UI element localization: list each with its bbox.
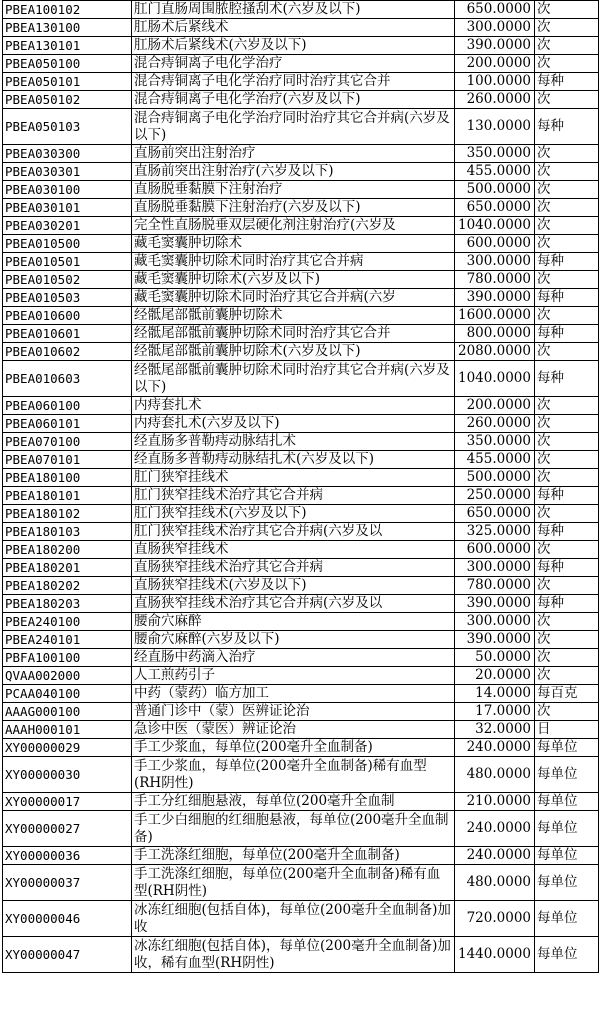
item-name-cell: 混合痔铜离子电化学治疗同时治疗其它合并病(六岁及以下) xyxy=(132,109,455,145)
item-name-cell: 人工煎药引子 xyxy=(132,667,455,685)
item-unit-cell: 次 xyxy=(535,181,599,199)
item-unit-cell: 每单位 xyxy=(535,901,599,937)
item-code-cell: XY00000036 xyxy=(3,847,132,865)
item-price-cell: 1040.0000 xyxy=(455,217,535,235)
table-row xyxy=(3,37,599,55)
item-unit-cell: 次 xyxy=(535,649,599,667)
table-row xyxy=(3,631,599,649)
table-row xyxy=(3,325,599,343)
item-name-cell: 完全性直肠脱垂双层硬化剂注射治疗(六岁及 xyxy=(132,217,455,235)
table-row xyxy=(3,397,599,415)
item-code-cell: PBEA030100 xyxy=(3,181,132,199)
item-price-cell: 100.0000 xyxy=(455,73,535,91)
item-price-cell: 455.0000 xyxy=(455,163,535,181)
table-row xyxy=(3,73,599,91)
item-price-cell: 17.0000 xyxy=(455,703,535,721)
item-code-cell: PBEA010503 xyxy=(3,289,132,307)
item-code-cell: PBFA100100 xyxy=(3,649,132,667)
item-name-cell: 直肠狭窄挂线术 xyxy=(132,541,455,559)
item-name-cell: 手工少浆血，每单位(200毫升全血制备)稀有血型(RH阴性) xyxy=(132,757,455,793)
item-unit-cell: 每种 xyxy=(535,109,599,145)
item-name-cell: 经骶尾部骶前囊肿切除术同时治疗其它合并病(六岁及以下) xyxy=(132,361,455,397)
item-name-cell: 直肠狭窄挂线术治疗其它合并病 xyxy=(132,559,455,577)
item-code-cell: PBEA050103 xyxy=(3,109,132,145)
item-unit-cell: 每种 xyxy=(535,559,599,577)
item-price-cell: 800.0000 xyxy=(455,325,535,343)
table-row xyxy=(3,235,599,253)
item-price-cell: 260.0000 xyxy=(455,91,535,109)
item-price-cell: 32.0000 xyxy=(455,721,535,739)
item-price-cell: 300.0000 xyxy=(455,253,535,271)
item-code-cell: PBEA070101 xyxy=(3,451,132,469)
table-row xyxy=(3,487,599,505)
table-row xyxy=(3,577,599,595)
table-row xyxy=(3,541,599,559)
item-name-cell: 肛肠术后紧线术 xyxy=(132,19,455,37)
item-price-cell: 210.0000 xyxy=(455,793,535,811)
item-price-cell: 1600.0000 xyxy=(455,307,535,325)
table-row xyxy=(3,145,599,163)
item-unit-cell: 每种 xyxy=(535,73,599,91)
item-unit-cell: 次 xyxy=(535,199,599,217)
item-name-cell: 内痔套扎术 xyxy=(132,397,455,415)
item-unit-cell: 次 xyxy=(535,613,599,631)
item-name-cell: 腰俞穴麻醉 xyxy=(132,613,455,631)
item-unit-cell: 每种 xyxy=(535,289,599,307)
item-code-cell: PBEA010501 xyxy=(3,253,132,271)
item-name-cell: 经直肠多普勒痔动脉结扎术 xyxy=(132,433,455,451)
item-price-cell: 300.0000 xyxy=(455,559,535,577)
item-unit-cell: 次 xyxy=(535,37,599,55)
item-name-cell: 藏毛窦囊肿切除术同时治疗其它合并病(六岁 xyxy=(132,289,455,307)
item-price-cell: 720.0000 xyxy=(455,901,535,937)
table-row xyxy=(3,109,599,145)
item-code-cell: PBEA010502 xyxy=(3,271,132,289)
item-price-cell: 500.0000 xyxy=(455,181,535,199)
item-code-cell: XY00000017 xyxy=(3,793,132,811)
item-name-cell: 藏毛窦囊肿切除术 xyxy=(132,235,455,253)
item-code-cell: PBEA010600 xyxy=(3,307,132,325)
table-row xyxy=(3,217,599,235)
item-code-cell: PBEA180201 xyxy=(3,559,132,577)
item-price-cell: 650.0000 xyxy=(455,505,535,523)
item-unit-cell: 每百克 xyxy=(535,685,599,703)
item-name-cell: 藏毛窦囊肿切除术(六岁及以下) xyxy=(132,271,455,289)
table-body xyxy=(3,1,599,973)
table-row xyxy=(3,667,599,685)
item-code-cell: PBEA130100 xyxy=(3,19,132,37)
item-unit-cell: 次 xyxy=(535,55,599,73)
item-code-cell: QVAA002000 xyxy=(3,667,132,685)
item-price-cell: 1040.0000 xyxy=(455,361,535,397)
item-price-cell: 260.0000 xyxy=(455,415,535,433)
table-row xyxy=(3,649,599,667)
table-row xyxy=(3,271,599,289)
item-code-cell: PBEA180103 xyxy=(3,523,132,541)
item-unit-cell: 次 xyxy=(535,541,599,559)
item-code-cell: PBEA060100 xyxy=(3,397,132,415)
item-name-cell: 手工少浆血，每单位(200毫升全血制备) xyxy=(132,739,455,757)
item-unit-cell: 次 xyxy=(535,145,599,163)
item-code-cell: PBEA030201 xyxy=(3,217,132,235)
item-code-cell: PBEA180200 xyxy=(3,541,132,559)
table-row xyxy=(3,343,599,361)
table-row xyxy=(3,307,599,325)
item-code-cell: PBEA180100 xyxy=(3,469,132,487)
item-unit-cell: 每种 xyxy=(535,325,599,343)
item-name-cell: 经骶尾部骶前囊肿切除术(六岁及以下) xyxy=(132,343,455,361)
item-unit-cell: 次 xyxy=(535,91,599,109)
item-name-cell: 混合痔铜离子电化学治疗 xyxy=(132,55,455,73)
item-price-cell: 14.0000 xyxy=(455,685,535,703)
item-code-cell: XY00000030 xyxy=(3,757,132,793)
item-price-cell: 650.0000 xyxy=(455,1,535,19)
item-name-cell: 中药（蒙药）临方加工 xyxy=(132,685,455,703)
item-name-cell: 手工洗涤红细胞，每单位(200毫升全血制备)稀有血型(RH阴性) xyxy=(132,865,455,901)
item-price-cell: 390.0000 xyxy=(455,595,535,613)
item-code-cell: AAAH000101 xyxy=(3,721,132,739)
table-row xyxy=(3,55,599,73)
item-unit-cell: 次 xyxy=(535,415,599,433)
item-name-cell: 肛门狭窄挂线术治疗其它合并病 xyxy=(132,487,455,505)
item-name-cell: 经骶尾部骶前囊肿切除术 xyxy=(132,307,455,325)
item-code-cell: PBEA050102 xyxy=(3,91,132,109)
item-price-cell: 600.0000 xyxy=(455,235,535,253)
item-unit-cell: 每单位 xyxy=(535,793,599,811)
item-unit-cell: 每种 xyxy=(535,253,599,271)
item-price-cell: 480.0000 xyxy=(455,757,535,793)
item-name-cell: 混合痔铜离子电化学治疗同时治疗其它合并 xyxy=(132,73,455,91)
table-row xyxy=(3,865,599,901)
item-unit-cell: 次 xyxy=(535,217,599,235)
item-code-cell: PBEA030301 xyxy=(3,163,132,181)
item-code-cell: XY00000027 xyxy=(3,811,132,847)
item-price-cell: 300.0000 xyxy=(455,19,535,37)
item-price-cell: 250.0000 xyxy=(455,487,535,505)
item-price-cell: 50.0000 xyxy=(455,649,535,667)
table-row xyxy=(3,937,599,973)
item-unit-cell: 次 xyxy=(535,1,599,19)
item-unit-cell: 日 xyxy=(535,721,599,739)
item-price-cell: 480.0000 xyxy=(455,865,535,901)
table-row xyxy=(3,361,599,397)
item-name-cell: 经骶尾部骶前囊肿切除术同时治疗其它合并 xyxy=(132,325,455,343)
item-price-cell: 130.0000 xyxy=(455,109,535,145)
item-code-cell: PBEA050101 xyxy=(3,73,132,91)
table-row xyxy=(3,19,599,37)
item-name-cell: 藏毛窦囊肿切除术同时治疗其它合并病 xyxy=(132,253,455,271)
item-code-cell: PBEA240100 xyxy=(3,613,132,631)
item-price-cell: 780.0000 xyxy=(455,577,535,595)
item-code-cell: PBEA070100 xyxy=(3,433,132,451)
table-row xyxy=(3,451,599,469)
item-name-cell: 急诊中医（蒙医）辨证论治 xyxy=(132,721,455,739)
item-name-cell: 肛门狭窄挂线术(六岁及以下) xyxy=(132,505,455,523)
item-name-cell: 手工少白细胞的红细胞悬液，每单位(200毫升全血制备) xyxy=(132,811,455,847)
item-name-cell: 肛门狭窄挂线术 xyxy=(132,469,455,487)
table-row xyxy=(3,433,599,451)
item-code-cell: PBEA130101 xyxy=(3,37,132,55)
item-name-cell: 普通门诊中（蒙）医辨证论治 xyxy=(132,703,455,721)
item-name-cell: 直肠前突出注射治疗 xyxy=(132,145,455,163)
item-price-cell: 240.0000 xyxy=(455,847,535,865)
item-code-cell: PBEA100102 xyxy=(3,1,132,19)
item-unit-cell: 次 xyxy=(535,469,599,487)
table-row xyxy=(3,469,599,487)
item-unit-cell: 次 xyxy=(535,397,599,415)
item-code-cell: PBEA010603 xyxy=(3,361,132,397)
item-code-cell: PBEA030101 xyxy=(3,199,132,217)
item-price-cell: 390.0000 xyxy=(455,289,535,307)
item-price-cell: 300.0000 xyxy=(455,613,535,631)
item-name-cell: 内痔套扎术(六岁及以下) xyxy=(132,415,455,433)
table-row xyxy=(3,559,599,577)
item-unit-cell: 次 xyxy=(535,235,599,253)
table-row xyxy=(3,595,599,613)
table-row xyxy=(3,253,599,271)
item-unit-cell: 每种 xyxy=(535,595,599,613)
item-price-cell: 500.0000 xyxy=(455,469,535,487)
item-code-cell: PBEA010601 xyxy=(3,325,132,343)
item-code-cell: PBEA050100 xyxy=(3,55,132,73)
item-name-cell: 腰俞穴麻醉(六岁及以下) xyxy=(132,631,455,649)
table-row xyxy=(3,847,599,865)
item-code-cell: PBEA030300 xyxy=(3,145,132,163)
item-unit-cell: 次 xyxy=(535,19,599,37)
item-price-cell: 1440.0000 xyxy=(455,937,535,973)
item-code-cell: PBEA180203 xyxy=(3,595,132,613)
item-code-cell: PBEA240101 xyxy=(3,631,132,649)
item-price-cell: 240.0000 xyxy=(455,739,535,757)
item-name-cell: 手工洗涤红细胞，每单位(200毫升全血制备) xyxy=(132,847,455,865)
item-code-cell: PCAA040100 xyxy=(3,685,132,703)
item-code-cell: XY00000029 xyxy=(3,739,132,757)
item-unit-cell: 每单位 xyxy=(535,937,599,973)
table-row xyxy=(3,793,599,811)
item-price-cell: 390.0000 xyxy=(455,631,535,649)
item-price-cell: 325.0000 xyxy=(455,523,535,541)
item-code-cell: PBEA180202 xyxy=(3,577,132,595)
item-unit-cell: 次 xyxy=(535,163,599,181)
item-code-cell: AAAG000100 xyxy=(3,703,132,721)
item-code-cell: XY00000047 xyxy=(3,937,132,973)
item-code-cell: PBEA180102 xyxy=(3,505,132,523)
item-unit-cell: 次 xyxy=(535,631,599,649)
item-unit-cell: 次 xyxy=(535,577,599,595)
item-code-cell: XY00000037 xyxy=(3,865,132,901)
item-unit-cell: 次 xyxy=(535,451,599,469)
item-unit-cell: 每单位 xyxy=(535,847,599,865)
table-row xyxy=(3,199,599,217)
item-unit-cell: 每种 xyxy=(535,361,599,397)
item-name-cell: 冰冻红细胞(包括自体)，每单位(200毫升全血制备)加收，稀有血型(RH阴性) xyxy=(132,937,455,973)
item-name-cell: 肛门直肠周围脓腔搔刮术(六岁及以下) xyxy=(132,1,455,19)
item-name-cell: 直肠狭窄挂线术(六岁及以下) xyxy=(132,577,455,595)
item-name-cell: 手工分红细胞悬液，每单位(200毫升全血制 xyxy=(132,793,455,811)
table-row xyxy=(3,181,599,199)
table-row xyxy=(3,757,599,793)
table-row xyxy=(3,163,599,181)
item-unit-cell: 每单位 xyxy=(535,811,599,847)
table-row xyxy=(3,739,599,757)
item-unit-cell: 次 xyxy=(535,343,599,361)
item-unit-cell: 次 xyxy=(535,433,599,451)
item-price-cell: 200.0000 xyxy=(455,397,535,415)
item-unit-cell: 每种 xyxy=(535,487,599,505)
table-row xyxy=(3,415,599,433)
item-name-cell: 直肠前突出注射治疗(六岁及以下) xyxy=(132,163,455,181)
item-code-cell: PBEA010602 xyxy=(3,343,132,361)
item-price-cell: 390.0000 xyxy=(455,37,535,55)
item-name-cell: 混合痔铜离子电化学治疗(六岁及以下) xyxy=(132,91,455,109)
item-name-cell: 肛肠术后紧线术(六岁及以下) xyxy=(132,37,455,55)
table-row xyxy=(3,613,599,631)
table-row xyxy=(3,91,599,109)
table-row xyxy=(3,685,599,703)
table-row xyxy=(3,289,599,307)
table-row xyxy=(3,1,599,19)
table-row xyxy=(3,811,599,847)
item-unit-cell: 每种 xyxy=(535,523,599,541)
table-row xyxy=(3,703,599,721)
item-unit-cell: 每单位 xyxy=(535,739,599,757)
item-name-cell: 直肠狭窄挂线术治疗其它合并病(六岁及以 xyxy=(132,595,455,613)
item-price-cell: 780.0000 xyxy=(455,271,535,289)
item-name-cell: 经直肠中药滴入治疗 xyxy=(132,649,455,667)
item-code-cell: PBEA180101 xyxy=(3,487,132,505)
price-table xyxy=(2,0,599,973)
item-price-cell: 200.0000 xyxy=(455,55,535,73)
item-unit-cell: 每单位 xyxy=(535,757,599,793)
item-price-cell: 455.0000 xyxy=(455,451,535,469)
item-code-cell: PBEA060101 xyxy=(3,415,132,433)
item-price-cell: 350.0000 xyxy=(455,145,535,163)
item-price-cell: 20.0000 xyxy=(455,667,535,685)
table-row xyxy=(3,505,599,523)
item-price-cell: 240.0000 xyxy=(455,811,535,847)
table-row xyxy=(3,901,599,937)
table-row xyxy=(3,721,599,739)
item-name-cell: 经直肠多普勒痔动脉结扎术(六岁及以下) xyxy=(132,451,455,469)
item-unit-cell: 次 xyxy=(535,505,599,523)
item-unit-cell: 次 xyxy=(535,667,599,685)
item-name-cell: 直肠脱垂黏膜下注射治疗 xyxy=(132,181,455,199)
item-price-cell: 600.0000 xyxy=(455,541,535,559)
item-name-cell: 直肠脱垂黏膜下注射治疗(六岁及以下) xyxy=(132,199,455,217)
item-price-cell: 350.0000 xyxy=(455,433,535,451)
item-name-cell: 肛门狭窄挂线术治疗其它合并病(六岁及以 xyxy=(132,523,455,541)
item-price-cell: 650.0000 xyxy=(455,199,535,217)
table-row xyxy=(3,523,599,541)
item-unit-cell: 每单位 xyxy=(535,865,599,901)
item-code-cell: PBEA010500 xyxy=(3,235,132,253)
item-unit-cell: 次 xyxy=(535,271,599,289)
item-price-cell: 2080.0000 xyxy=(455,343,535,361)
item-name-cell: 冰冻红细胞(包括自体)，每单位(200毫升全血制备)加收 xyxy=(132,901,455,937)
item-unit-cell: 次 xyxy=(535,307,599,325)
item-code-cell: XY00000046 xyxy=(3,901,132,937)
item-unit-cell: 次 xyxy=(535,703,599,721)
